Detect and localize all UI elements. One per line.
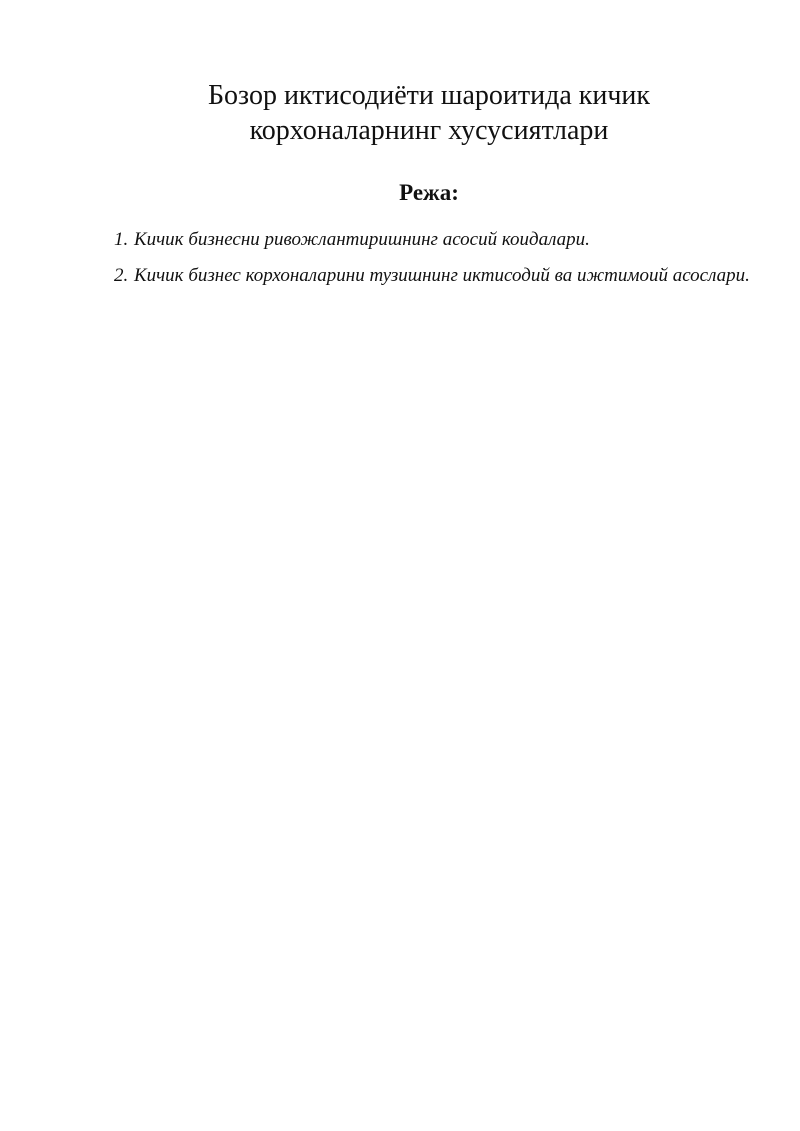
list-item-number: 1. <box>114 229 129 250</box>
plan-list <box>114 222 764 294</box>
title-line-2: корхоналарнинг хусусиятлари <box>249 115 609 146</box>
title-line-1: Бозор иктисодиёти шароитида кичик <box>207 80 651 111</box>
list-item <box>114 258 764 294</box>
list-item <box>114 222 764 258</box>
list-item-text: Кичик бизнесни ривожлантиришнинг асосий коидалари. <box>134 229 590 250</box>
list-item-text: Кичик бизнес корхоналарини тузишнинг иктисодий ва ижтимоий асослари. <box>134 265 750 286</box>
plan-heading: Режа: <box>399 180 459 205</box>
page-title <box>100 78 758 148</box>
list-item-number: 2. <box>114 265 129 286</box>
